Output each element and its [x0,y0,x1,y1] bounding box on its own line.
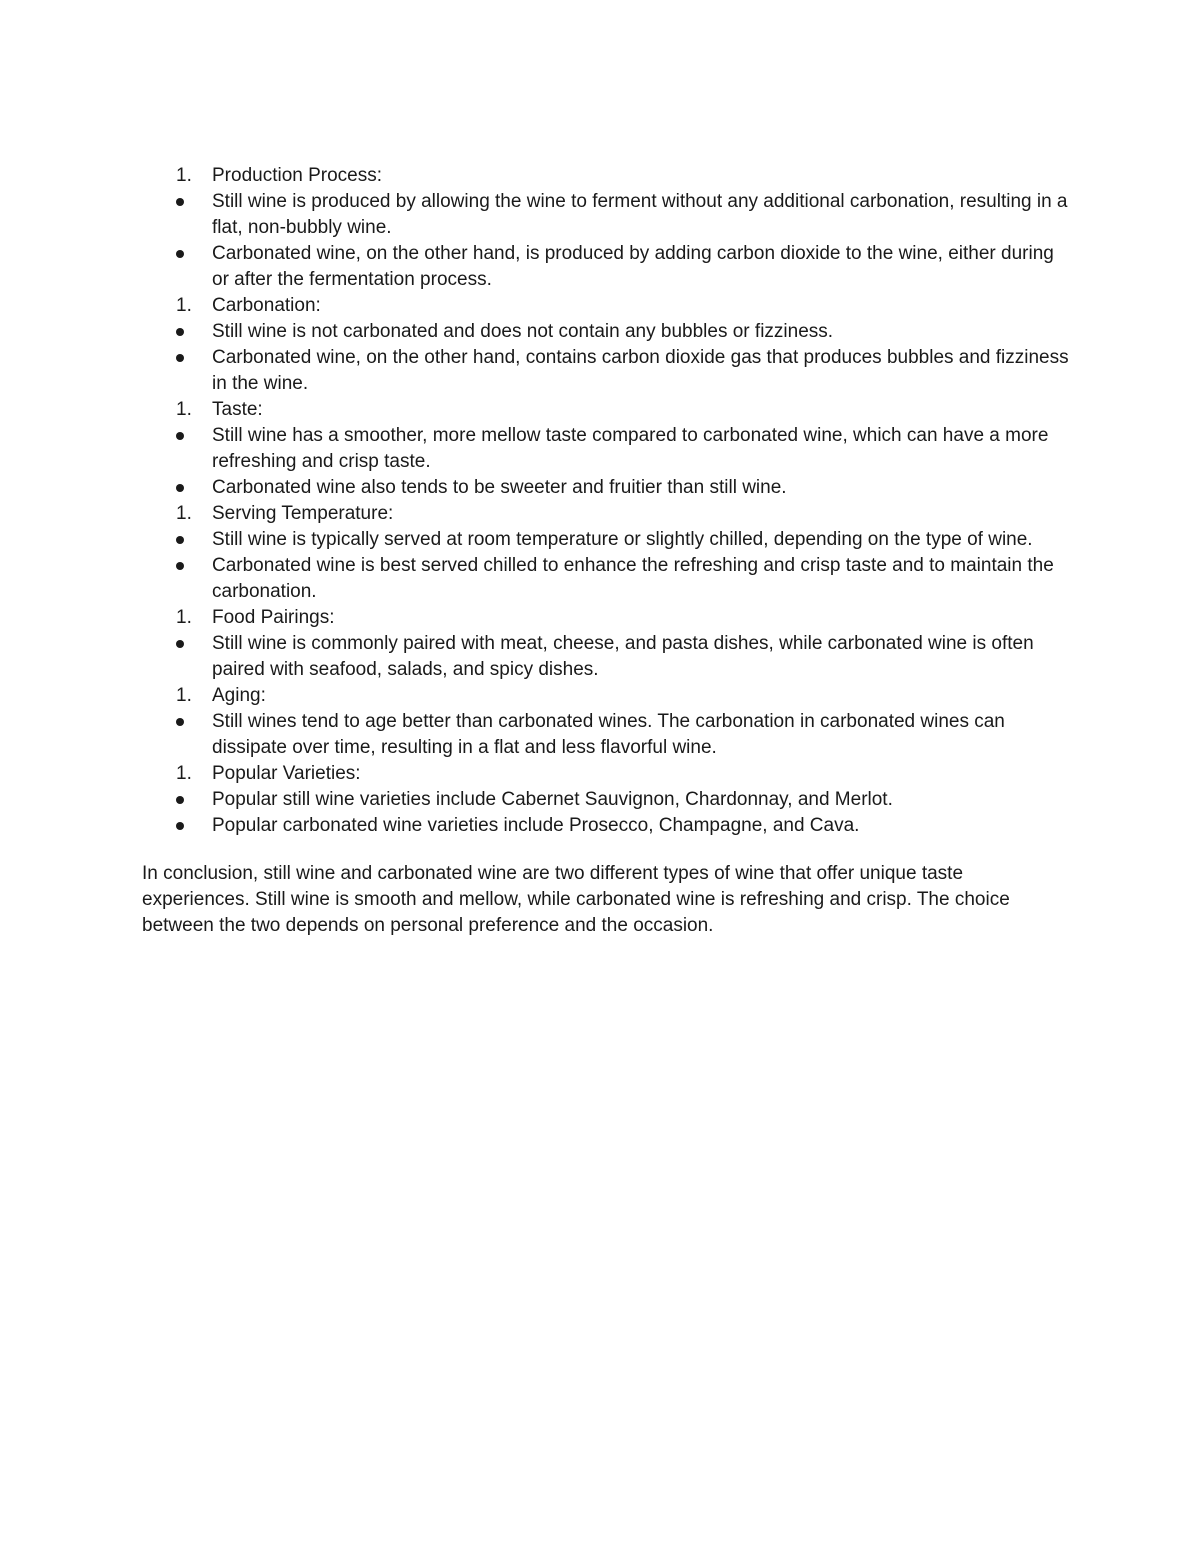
list-item-text: Popular still wine varieties include Cabernet Sauvignon, Chardonnay, and Merlot. [212,789,893,810]
section-heading-text: Carbonation: [212,295,321,316]
list-item-text: Carbonated wine also tends to be sweeter and fruitier than still wine. [212,477,787,498]
list-item [0,527,1072,553]
list-item-text: Still wine is typically served at room temperature or slightly chilled, depending on the type of wine. [212,529,1033,550]
bullet-icon [176,822,184,830]
list-item [0,709,1072,761]
list-item [0,319,1072,345]
list-item-text: Still wine is commonly paired with meat, cheese, and pasta dishes, while carbonated wine is often paired with seafood, salads, and spicy dishes. [212,633,1034,680]
list-item [0,553,1072,605]
section-heading [0,397,1072,423]
list-item-text: Carbonated wine, on the other hand, is produced by adding carbon dioxide to the wine, either during or after the fermentation process. [212,243,1054,290]
list-item-text: Popular carbonated wine varieties include Prosecco, Champagne, and Cava. [212,815,860,836]
bullet-icon [176,354,184,362]
bullet-icon [176,796,184,804]
bullet-icon [176,536,184,544]
section-heading-text: Production Process: [212,165,383,186]
list-number: 1. [176,295,192,316]
bullet-icon [176,718,184,726]
list-item [0,423,1072,475]
list-item-text: Still wines tend to age better than carbonated wines. The carbonation in carbonated wines can dissipate over time, resulting in a flat and less flavorful wine. [212,711,1005,758]
bullet-icon [176,198,184,206]
list-item [0,813,1072,839]
list-item [0,241,1072,293]
section-heading [0,683,1072,709]
list-item-text: Still wine is not carbonated and does not contain any bubbles or fizziness. [212,321,834,342]
list-item-text: Carbonated wine is best served chilled to enhance the refreshing and crisp taste and to maintain the carbonation. [212,555,1054,602]
section-heading [0,163,1072,189]
bullet-icon [176,250,184,258]
bullet-icon [176,484,184,492]
comparison-list [0,163,1200,839]
section-heading-text: Taste: [212,399,263,420]
list-number: 1. [176,399,192,420]
section-heading-text: Serving Temperature: [212,503,394,524]
section-heading-text: Food Pairings: [212,607,335,628]
conclusion-paragraph: In conclusion, still wine and carbonated wine are two different types of wine that offer unique taste experiences. Still wine is smooth and mellow, while carbonated wine is refreshing and crisp. The choice between the two depends on personal preference and the occasion. [142,863,1010,936]
section-heading [0,501,1072,527]
bullet-icon [176,640,184,648]
list-item [0,631,1072,683]
list-number: 1. [176,165,192,186]
list-item [0,345,1072,397]
section-heading [0,761,1072,787]
list-item [0,787,1072,813]
section-heading [0,293,1072,319]
section-heading [0,605,1072,631]
list-item-text: Still wine is produced by allowing the wine to ferment without any additional carbonation, resulting in a flat, non-bubbly wine. [212,191,1068,238]
list-number: 1. [176,685,192,706]
section-heading-text: Aging: [212,685,266,706]
list-item-text: Carbonated wine, on the other hand, contains carbon dioxide gas that produces bubbles and fizziness in the wine. [212,347,1069,394]
bullet-icon [176,432,184,440]
section-heading-text: Popular Varieties: [212,763,361,784]
list-item-text: Still wine has a smoother, more mellow taste compared to carbonated wine, which can have a more refreshing and crisp taste. [212,425,1049,472]
list-number: 1. [176,503,192,524]
bullet-icon [176,328,184,336]
list-item [0,189,1072,241]
list-number: 1. [176,763,192,784]
list-number: 1. [176,607,192,628]
list-item [0,475,1072,501]
bullet-icon [176,562,184,570]
